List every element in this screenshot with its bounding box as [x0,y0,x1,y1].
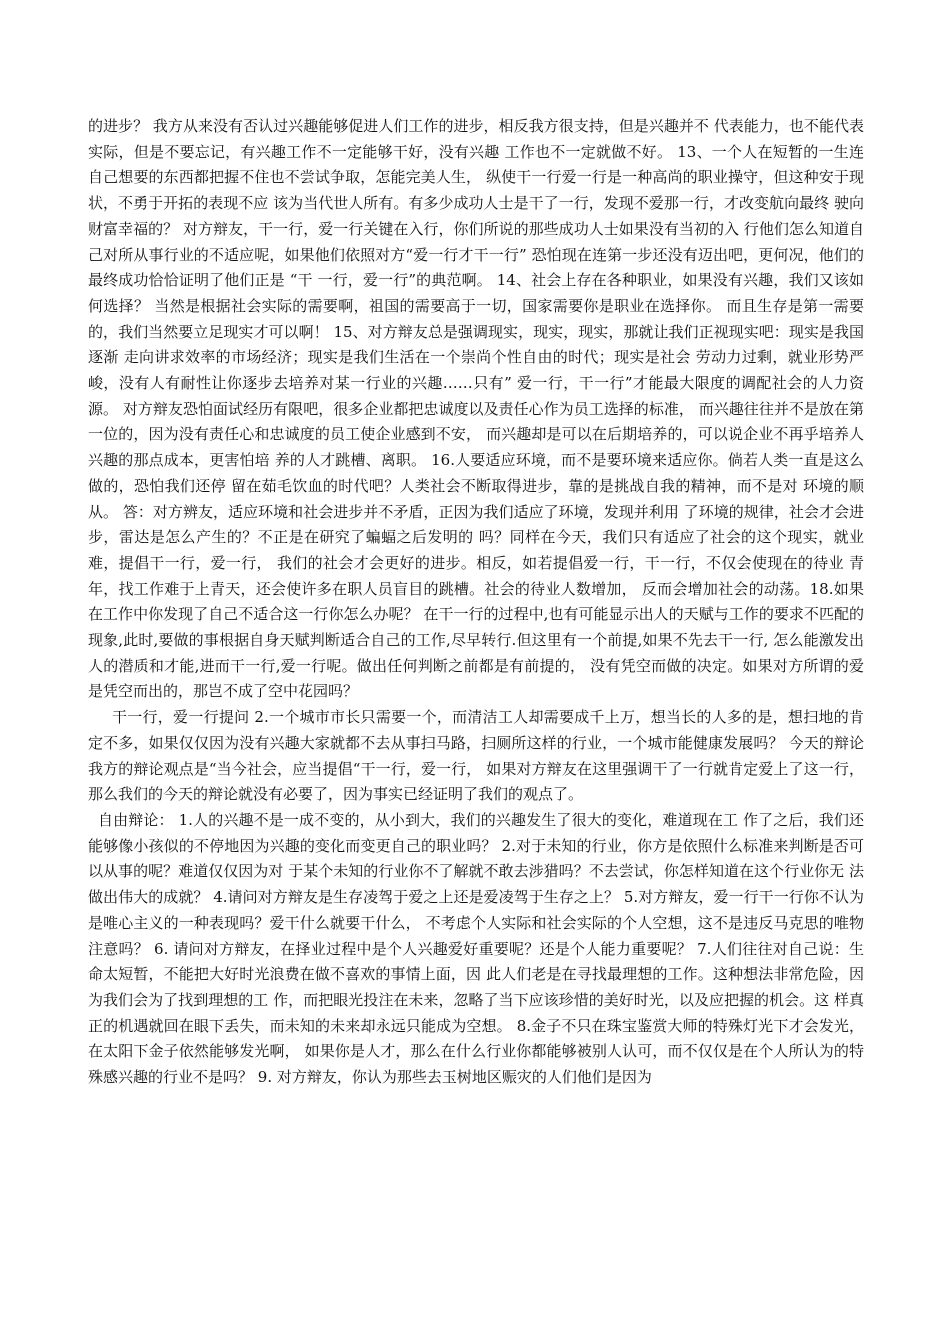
paragraph-2: 干一行，爱一行提问 2.一个城市市长只需要一个，而清洁工人却需要成千上万，想当长的人多的是，想扫地的肯定不多，如果仅仅因为没有兴趣大家就都不去从事扫马路，扫厕所这样的行业，一个城市能健康发展吗？ 今天的辩论我方的辩论观点是“当今社会，应当提倡“干一行，爱一行， 如果对方辩友在这里强调干了一行就肯定爱上了这一行，那么我们的今天的辩论就没有必要了，因为事实已经证明了我们的观点了。 [88,708,864,804]
paragraph-1: 的进步？ 我方从来没有否认过兴趣能够促进人们工作的进步，相反我方很支持，但是兴趣并不 代表能力，也不能代表实际，但是不要忘记，有兴趣工作不一定能够干好，没有兴趣 工作也不一定就做不好。 13、一个人在短暂的一生连自己想要的东西都把握不住也不尝试争取，怎能完美人生， 纵使干一行爱一行是一种高尚的职业操守，但这种安于现状，不勇于开拓的表现不应 该为当代世人所有。有多少成功人士是干了一行，发现不爱那一行，才改变航向最终 驶向财富幸福的？ 对方辩友，干一行，爱一行关键在入行，你们所说的那些成功人士如果没有当初的入 行他们怎么知道自己对所从事行业的不适应呢，如果他们依照对方“爱一行才干一行” 恐怕现在连第一步还没有迈出吧，更何况，他们的最终成功恰恰证明了他们正是 “干 一行，爱一行”的典范啊。 14、社会上存在各种职业，如果没有兴趣，我们又该如何选择？ 当然是根据社会实际的需要啊，祖国的需要高于一切，国家需要你是职业在选择你。 而且生存是第一需要的，我们当然要立足现实才可以啊！ 15、对方辩友总是强调现实，现实，现实，那就让我们正视现实吧：现实是我国逐渐 走向讲求效率的市场经济；现实是我们生活在一个崇尚个性自由的时代；现实是社会 劳动力过剩，就业形势严峻，没有人有耐性让你逐步去培养对某一行业的兴趣……只有” 爱一行，干一行”才能最大限度的调配社会的人力资源。 对方辩友恐怕面试经历有限吧，很多企业都把忠诚度以及责任心作为员工选择的标准， 而兴趣往往并不是放在第一位的，因为没有责任心和忠诚度的员工使企业感到不安， 而兴趣却是可以在后期培养的，可以说企业不再乎培养人兴趣的那点成本，更害怕培 养的人才跳槽、离职。 16.人要适应环境，而不是要环境来适应你。倘若人类一直是这么做的，恐怕我们还停 留在茹毛饮血的时代吧？人类社会不断取得进步，靠的是挑战自我的精神，而不是对 环境的顺从。 答：对方辨友，适应环境和社会进步并不矛盾，正因为我们适应了环境，发现并利用 了环境的规律，社会才会进步，雷达是怎么产生的？不正是在研究了蝙蝠之后发明的 吗？同样在今天，我们只有适应了社会的这个现实，就业难，提倡干一行，爱一行， 我们的社会才会更好的进步。相反，如若提倡爱一行，干一行，不仅会使现在的待业 青年，找工作难于上青天，还会使许多在职人员盲目的跳槽。社会的待业人数增加， 反而会增加社会的动荡。18.如果在工作中你发现了自己不适合这一行你怎么办呢？ 在干一行的过程中,也有可能显示出人的天赋与工作的要求不匹配的现象,此时,要做的事根据自身天赋判断适合自己的工作,尽早转行.但这里有一个前提,如果不先去干一行, 怎么能激发出人的潜质和才能,进而干一行,爱一行呢。做出任何判断之前都是有前提的， 没有凭空而做的决定。如果对方所谓的爱是凭空而出的，那岂不成了空中花园吗？ [88,117,864,701]
paragraph-3: 自由辩论： 1.人的兴趣不是一成不变的，从小到大，我们的兴趣发生了很大的变化，难道现在工 作了之后，我们还能够像小孩似的不停地因为兴趣的变化而变更自己的职业吗？ 2.对于未知的行业，你方是依照什么标准来判断是否可以从事的呢？难道仅仅因为对 于某个未知的行业你不了解就不敢去涉猎吗？不去尝试，你怎样知道在这个行业你无 法做出伟大的成就？ 4.请问对方辩友是生存凌驾于爱之上还是爱凌驾于生存之上？ 5.对方辩友，爱一行干一行你不认为是唯心主义的一种表现吗？爱干什么就要干什么， 不考虑个人实际和社会实际的个人空想，这不是违反马克思的唯物注意吗？ 6. 请问对方辩友，在择业过程中是个人兴趣爱好重要呢？还是个人能力重要呢？ 7.人们往往对自己说：生命太短暂，不能把大好时光浪费在做不喜欢的事情上面，因 此人们老是在寻找最理想的工作。这种想法非常危险，因为我们会为了找到理想的工 作，而把眼光投注在未来，忽略了当下应该珍惜的美好时光，以及应把握的机会。这 样真正的机遇就回在眼下丢失，而未知的未来却永远只能成为空想。 8.金子不只在珠宝鉴赏大师的特殊灯光下才会发光，在太阳下金子依然能够发光啊， 如果你是人才，那么在什么行业你都能够被别人认可，而不仅仅是在个人所认为的特 殊感兴趣的行业不是吗？ 9. 对方辩友，你认为那些去玉树地区赈灾的人们他们是因为 [88,810,864,1087]
document-page [88,114,864,1091]
